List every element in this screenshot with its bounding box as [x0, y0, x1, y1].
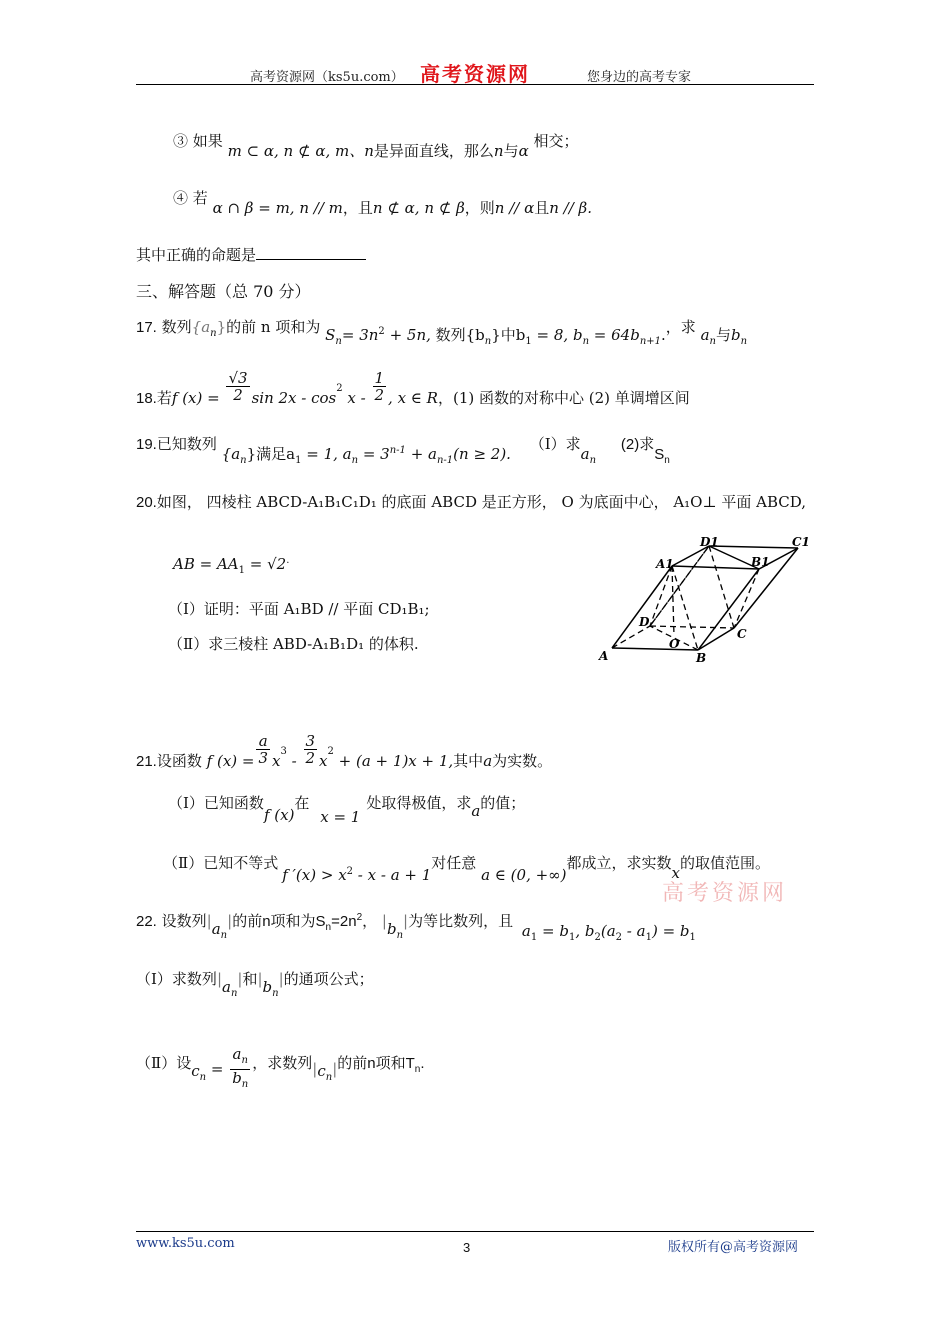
question-21: 21.设函数 f (x) = $\frac{a}{3}$ $x^3$ - $\frac{3}{2}$ $x^2 + (a + 1)x + 1$,其中a为实数。	[136, 732, 553, 770]
footer-left-link[interactable]: www.ks5u.com	[136, 1236, 235, 1251]
label-D1: D1	[700, 536, 719, 549]
label-B1: B1	[751, 555, 770, 569]
label-B: B	[696, 651, 707, 665]
edge-A-D	[612, 626, 650, 648]
watermark: 高考资源网	[662, 881, 788, 906]
footer-rule	[136, 1231, 814, 1232]
answer-blank[interactable]	[256, 245, 366, 260]
edge-B-B1	[698, 569, 759, 650]
question-22: 22. 设数列$|a_n|$的前n项和为$S_n=2n^2$， $|b_n|$为等比数列，且 $a_1 = b_1$, $b_2(a_2 - a_1) = b_1$	[136, 912, 696, 943]
question-20: 20.如图， 四棱柱 ABCD-A₁B₁C₁D₁ 的底面 ABCD 是正方形， O 为底面中心， A₁O⊥ 平面 ABCD,	[136, 493, 806, 511]
header-right: 您身边的高考专家	[587, 70, 692, 85]
edge-A1-O	[672, 566, 674, 636]
question-21-part-2: （Ⅱ）已知不等式f $'(x) > x^2 - x - a + 1$对任意 a ∈ (0, +∞)都成立，求实数x的取值范围。	[163, 854, 771, 884]
edge-A1-D1	[672, 546, 709, 566]
label-A1: A1	[656, 557, 674, 571]
question-22-part-1: （Ⅰ）求数列$|a_n|$和$|b_n|$的通项公式；	[136, 970, 374, 999]
header-left: 高考资源网（ks5u.com）	[250, 70, 404, 85]
question-19: 19.已知数列 $\{a_n\}$满足$a_1 = 1$, $a_n = 3^{n-1} + a_{n-1}(n \ge 2)$. （Ⅰ）求$a_n$ (2)求$S_n$	[136, 435, 670, 466]
edge-B-C	[698, 628, 734, 650]
label-O: O	[669, 637, 680, 651]
edge-A1-D	[650, 566, 672, 626]
question-22-part-2: （Ⅱ）设$c_n$ = $\frac{a_n}{b_n}$ ，求数列$|c_n|$的前n项和$T_n$.	[136, 1045, 425, 1090]
page-number: 3	[463, 1240, 471, 1255]
header-logo: 高考资源网	[420, 62, 530, 86]
header-rule	[136, 84, 814, 85]
question-20-condition: AB = $AA_1 = √2^.$	[173, 555, 290, 576]
edge-D1-C	[709, 546, 734, 628]
edge-D1-C1	[709, 546, 798, 548]
edge-A-B	[612, 648, 698, 650]
footer-right: 版权所有@高考资源网	[668, 1240, 799, 1255]
correct-propositions: 其中正确的命题是	[136, 244, 366, 265]
prism-figure	[596, 536, 816, 671]
label-C1: C1	[792, 536, 810, 549]
label-C: C	[737, 627, 747, 641]
label-D: D	[639, 615, 650, 629]
question-18: 18.若f (x) = $\frac{√3}{2}$ $\sin 2x - \cos^2 x$ - $\frac{1}{2}$ , x ∈ R，(1) 函数的对称中心 (2) 单调增区间	[136, 369, 690, 407]
proposition-4: ④ 若 α ∩ β = m, n // m，且n ⊄ α, n ⊄ β，则n // α且n // β.	[173, 189, 592, 217]
section-heading: 三、解答题（总 70 分）	[136, 282, 311, 301]
question-21-part-1: （Ⅰ）已知函数f (x)在 x = 1处取得极值，求a的值；	[168, 794, 526, 826]
edge-B1-C	[734, 569, 759, 628]
proposition-3: ③ 如果 m ⊂ α, n ⊄ α, m、n是异面直线，那么n与α 相交；	[173, 132, 579, 160]
label-A: A	[599, 649, 609, 663]
edge-D-C	[650, 626, 734, 628]
question-20-part-1: （Ⅰ）证明：平面 A₁BD // 平面 CD₁B₁;	[168, 600, 430, 618]
edge-A-A1	[612, 566, 672, 648]
question-17: 17. 数列$\{a_n\}$的前 n 项和为 $S_n= 3n^2 + 5n$, 数列$\{b_n\}$中$b_1 = 8$, $b_n = 64b_{n+1}$.，求 $a_n$与$b_n$	[136, 318, 748, 347]
question-20-part-2: （Ⅱ）求三棱柱 ABD-A₁B₁D₁ 的体积.	[168, 635, 419, 653]
